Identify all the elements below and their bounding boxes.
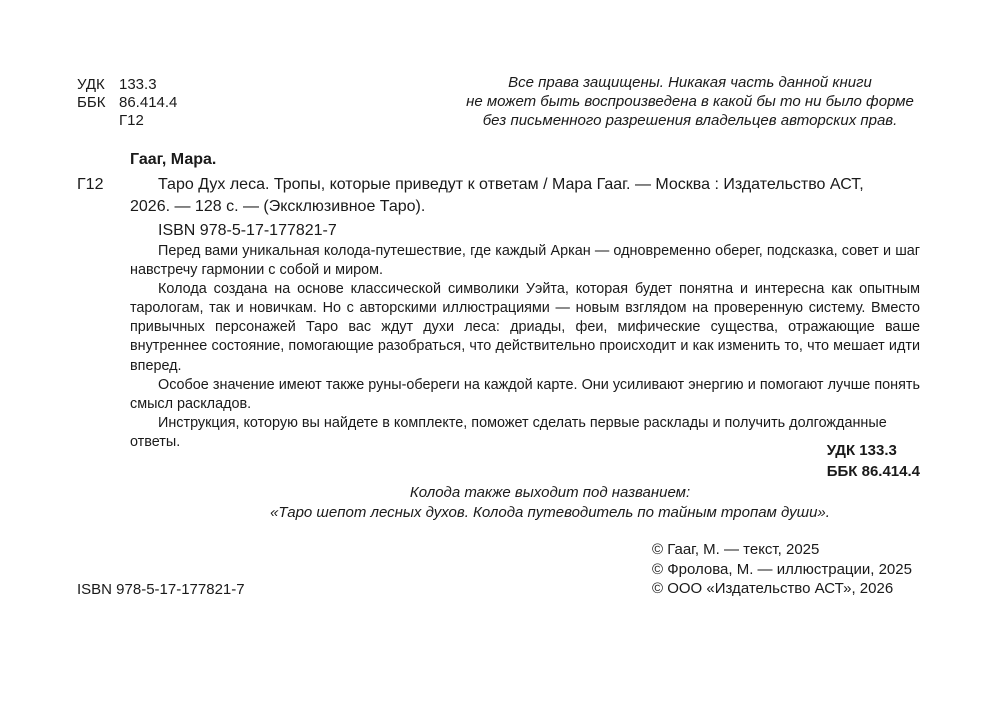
shelf-mark: Г12	[77, 176, 104, 193]
annotation	[130, 242, 920, 452]
bbk-classification-line	[77, 93, 178, 113]
alternate-title-intro: Колода также выходит под названием:	[409, 484, 691, 501]
author-heading: Гааг, Мара.	[130, 151, 217, 168]
title-line-2: 2026. — 128 с. — (Эксклюзивное Таро).	[130, 198, 426, 215]
copyright-line: © Гааг, М. — текст, 2025	[652, 541, 820, 558]
author-mark-top: Г12	[119, 112, 144, 129]
bbk-code: ББК 86.414.4	[826, 463, 920, 480]
bbk-value: 86.414.4	[119, 94, 178, 111]
bbk-label: ББК	[77, 94, 106, 111]
annotation-paragraph: Инструкция, которую вы найдете в комплекте, поможет сделать первые расклады и получить долгожданные ответы.	[130, 414, 887, 450]
copyright-line: © Фролова, М. — иллюстрации, 2025	[652, 560, 912, 578]
isbn-record: ISBN 978-5-17-177821-7	[158, 222, 337, 239]
rights-notice	[460, 73, 920, 130]
udk-classification-line	[77, 75, 157, 95]
rights-line: не может быть воспроизведена в какой бы то ни было форме	[466, 93, 914, 110]
annotation-paragraph: Перед вами уникальная колода-путешествие, где каждый Аркан — одновременно оберег, подсказка, совет и шаг навстречу гармонии с собой и миром.	[130, 243, 920, 279]
annotation-paragraph: Колода создана на основе классической символики Уэйта, которая будет понятна и интересна как опытным тарологам, так и новичкам. Но с авторскими иллюстрациями — новым взглядом на проверенную систему. Вместо привычных персонажей Таро вас ждут духи леса: дриады, феи, мифические существа, отражающие ваше внутреннее состояние, помогающие разобраться, что действительно происходит и как изменить то, что мешает идти вперед.	[130, 281, 920, 374]
index-codes	[827, 440, 920, 482]
alternate-title: «Таро шепот лесных духов. Колода путеводитель по тайным тропам души».	[270, 504, 830, 521]
footer-isbn: ISBN 978-5-17-177821-7	[77, 581, 245, 598]
udk-label: УДК	[77, 76, 105, 93]
annotation-paragraph: Особое значение имеют также руны-обереги на каждой карте. Они усиливают энергию и помогают лучше понять смысл раскладов.	[130, 376, 920, 412]
rights-line: без письменного разрешения владельцев авторских прав.	[482, 112, 898, 129]
copyright-line: © ООО «Издательство АСТ», 2026	[652, 580, 894, 597]
udk-value: 133.3	[119, 76, 157, 93]
title-line-1: Таро Дух леса. Тропы, которые приведут к ответам / Мара Гааг. — Москва : Издательство АСТ,	[158, 176, 864, 193]
rights-line: Все права защищены. Никакая часть данной книги	[508, 74, 872, 91]
alternate-title-note	[200, 483, 900, 523]
copyright-block	[652, 540, 912, 599]
udk-code: УДК 133.3	[826, 442, 897, 459]
